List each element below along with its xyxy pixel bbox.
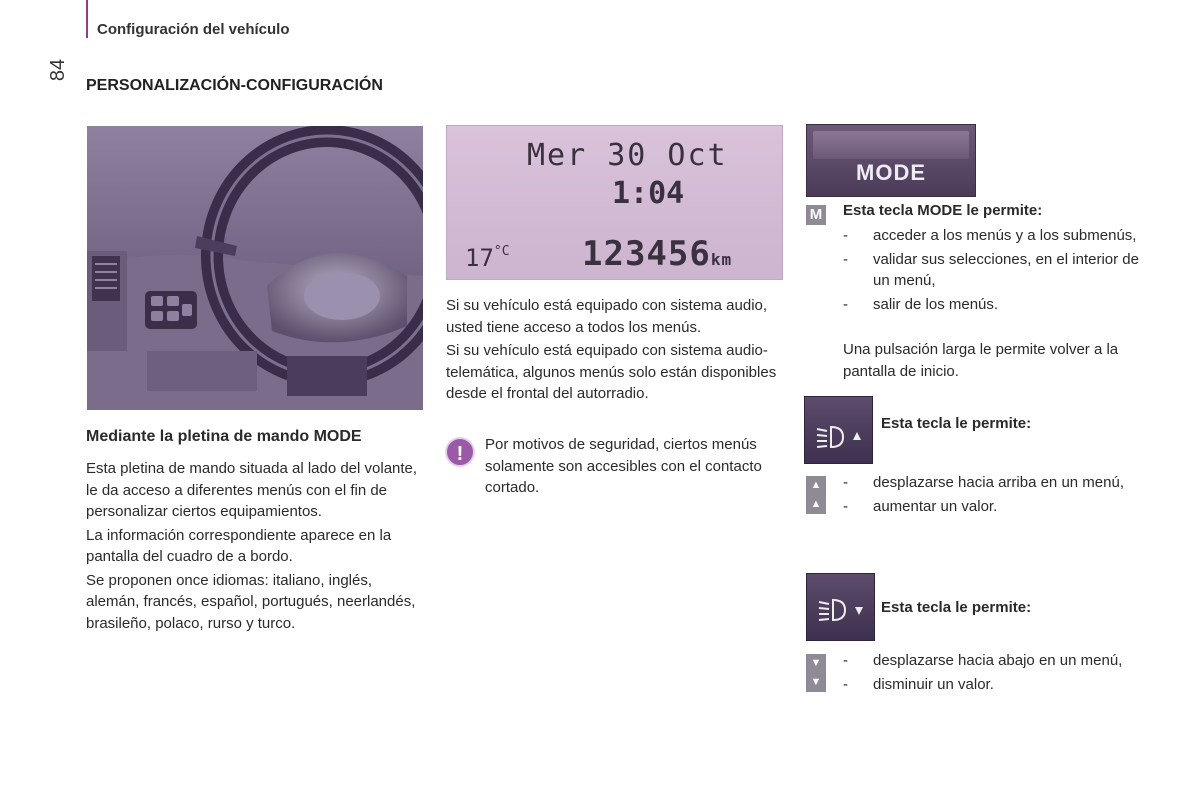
down-arrows-icon: ▼ ▼ <box>806 654 826 692</box>
section-title: Configuración del vehículo <box>97 21 290 38</box>
display-temperature <box>465 244 510 272</box>
list-item: - desplazarse hacia abajo en un menú, <box>843 652 1123 669</box>
mode-key-top <box>813 131 969 159</box>
list-item: - acceder a los menús y a los submenús, <box>843 227 1137 244</box>
list-item: - aumentar un valor. <box>843 497 998 515</box>
section-marker-bar <box>86 0 88 38</box>
mode-key-label: MODE <box>856 160 926 185</box>
warning-icon: ! <box>445 437 475 467</box>
odometer-unit: km <box>710 250 733 269</box>
section-subheading: Mediante la pletina de mando MODE <box>86 428 362 445</box>
display-time: 1:04 <box>612 176 685 211</box>
instrument-display <box>446 125 783 280</box>
temperature-value: 17 <box>465 244 494 272</box>
headlamp-down-key-illustration <box>806 573 875 641</box>
dashboard-steering-wheel-illustration <box>87 126 423 410</box>
headlamp-up-key-illustration <box>804 396 873 464</box>
display-odometer <box>582 234 732 274</box>
paragraph: Esta pletina de mando situada al lado del volante, le da acceso a diferentes menús con el fin de personalizar ciertos equipamientos. <box>86 460 418 520</box>
mode-function-list <box>843 225 1143 317</box>
warning-note <box>485 434 785 501</box>
list-item: - validar sus selecciones, en el interior de un menú, <box>843 250 1139 289</box>
left-text-block <box>86 458 426 636</box>
list-item: - desplazarse hacia arriba en un menú, <box>843 474 1124 491</box>
up-key-heading: Esta tecla le permite: <box>881 415 1032 432</box>
headlamp-up-icon <box>805 397 872 463</box>
up-arrows-icon: ▲ ▲ <box>806 476 826 514</box>
temperature-unit: °C <box>493 244 510 259</box>
page-title: PERSONALIZACIÓN-CONFIGURACIÓN <box>86 77 383 94</box>
down-key-function-list <box>843 650 1143 697</box>
middle-text-block <box>446 295 786 407</box>
up-key-function-list <box>843 472 1143 519</box>
list-item: - salir de los menús. <box>843 295 999 313</box>
warning-text: Por motivos de seguridad, ciertos menús solamente son accesibles con el contacto cortado. <box>485 436 762 496</box>
odometer-value: 123456 <box>582 234 711 274</box>
list-item: - disminuir un valor. <box>843 675 994 693</box>
down-key-heading: Esta tecla le permite: <box>881 599 1032 616</box>
paragraph: La información correspondiente aparece en la pantalla del cuadro de a bordo. <box>86 526 392 565</box>
paragraph: Si su vehículo está equipado con sistema audio-telemática, algunos menús solo están disponibles desde el frontal del autorradio. <box>446 342 777 402</box>
mode-long-press-note: Una pulsación larga le permite volver a la pantalla de inicio. <box>843 341 1119 380</box>
paragraph: Si su vehículo está equipado con sistema audio, usted tiene acceso a todos los menús. <box>446 297 768 336</box>
paragraph: Se proponen once idiomas: italiano, inglés, alemán, francés, español, portugués, neerlandés, brasileño, polaco, rurso y turco. <box>86 571 416 632</box>
mode-heading: Esta tecla MODE le permite: <box>843 202 1043 219</box>
page-number: 84 <box>47 58 69 82</box>
display-date: Mer 30 Oct <box>527 138 728 173</box>
mode-badge-icon: M <box>806 205 826 225</box>
mode-key-illustration <box>806 124 976 197</box>
headlamp-down-icon <box>807 574 874 640</box>
